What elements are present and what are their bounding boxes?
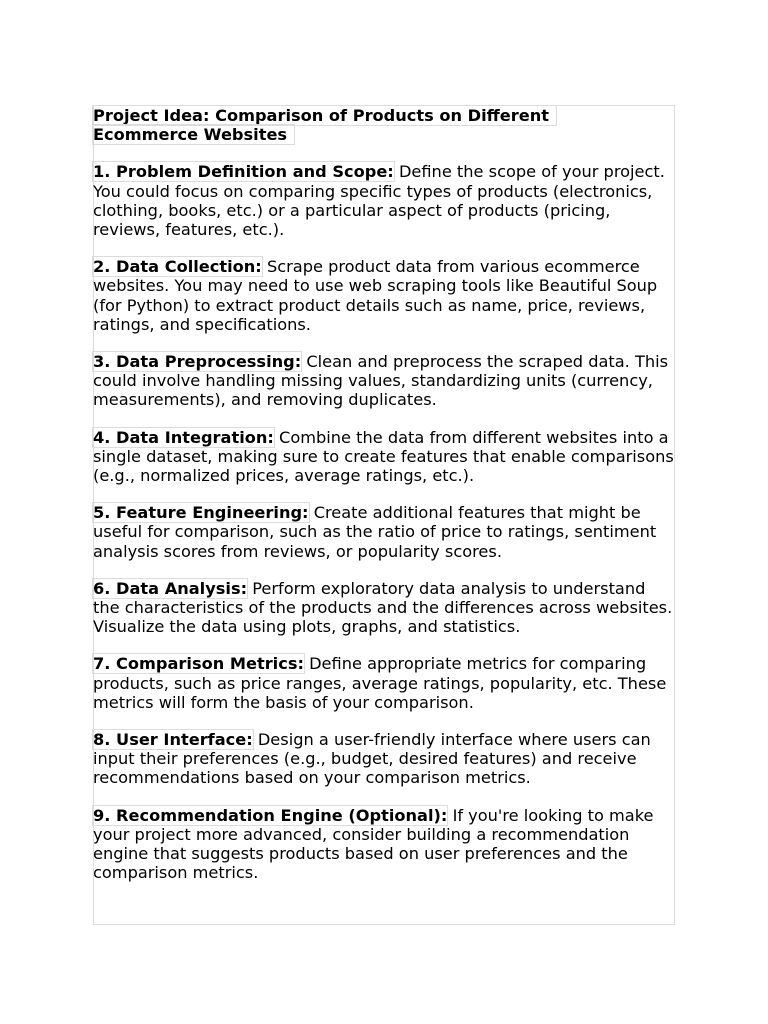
section-body: Design a user-friendly interface where users can input their preferences (e.g., budget, desired features) and receive recommendations based on your comparison metrics. — [93, 730, 651, 788]
title-line-2: Ecommerce Websites — [93, 125, 294, 144]
section-heading: 7. Comparison Metrics: — [93, 654, 304, 674]
section-heading: 3. Data Preprocessing: — [93, 352, 302, 372]
section-problem-definition — [93, 162, 675, 239]
section-data-integration — [93, 428, 675, 486]
section-data-analysis — [93, 579, 675, 637]
section-heading: 2. Data Collection: — [93, 257, 262, 277]
section-body: Create additional features that might be useful for comparison, such as the ratio of price to ratings, sentiment analysis scores from reviews, or popularity scores. — [93, 503, 657, 561]
section-body: Define the scope of your project. You could focus on comparing specific types of products (electronics, clothing, books, etc.) or a particular aspect of products (pricing, reviews, features, etc.). — [93, 162, 665, 240]
section-body: Define appropriate metrics for comparing products, such as price ranges, average ratings, popularity, etc. These metrics will form the basis of your comparison. — [93, 654, 667, 712]
section-user-interface — [93, 730, 675, 788]
section-heading: 6. Data Analysis: — [93, 578, 248, 598]
title-line-1: Project Idea: Comparison of Products on Different — [93, 106, 556, 125]
document-title — [93, 106, 675, 144]
section-heading: 4. Data Integration: — [93, 427, 274, 447]
section-body: Scrape product data from various ecommerce websites. You may need to use web scraping tools like Beautiful Soup (for Python) to extract product details such as name, price, reviews, ratings, and specifications. — [93, 257, 658, 334]
section-heading: 5. Feature Engineering: — [93, 503, 309, 523]
section-recommendation-engine — [93, 806, 675, 883]
section-data-collection — [93, 257, 675, 334]
section-feature-engineering — [93, 503, 675, 561]
section-heading: 9. Recommendation Engine (Optional): — [93, 805, 448, 825]
document-body — [93, 106, 675, 901]
section-body: Combine the data from different websites into a single dataset, making sure to create features that enable comparisons (e.g., normalized prices, average ratings, etc.). — [93, 427, 674, 486]
section-heading: 8. User Interface: — [93, 730, 253, 750]
section-heading: 1. Problem Definition and Scope: — [93, 162, 394, 182]
section-body: If you're looking to make your project more advanced, consider building a recommendation engine that suggests products based on user preferences and the comparison metrics. — [93, 805, 654, 883]
section-data-preprocessing — [93, 352, 675, 410]
section-body: Clean and preprocess the scraped data. This could involve handling missing values, standardizing units (currency, measurements), and removing duplicates. — [93, 352, 669, 410]
section-body: Perform exploratory data analysis to understand the characteristics of the products and the differences across websites. Visualize the data using plots, graphs, and statistics. — [93, 578, 673, 637]
section-comparison-metrics — [93, 654, 675, 712]
